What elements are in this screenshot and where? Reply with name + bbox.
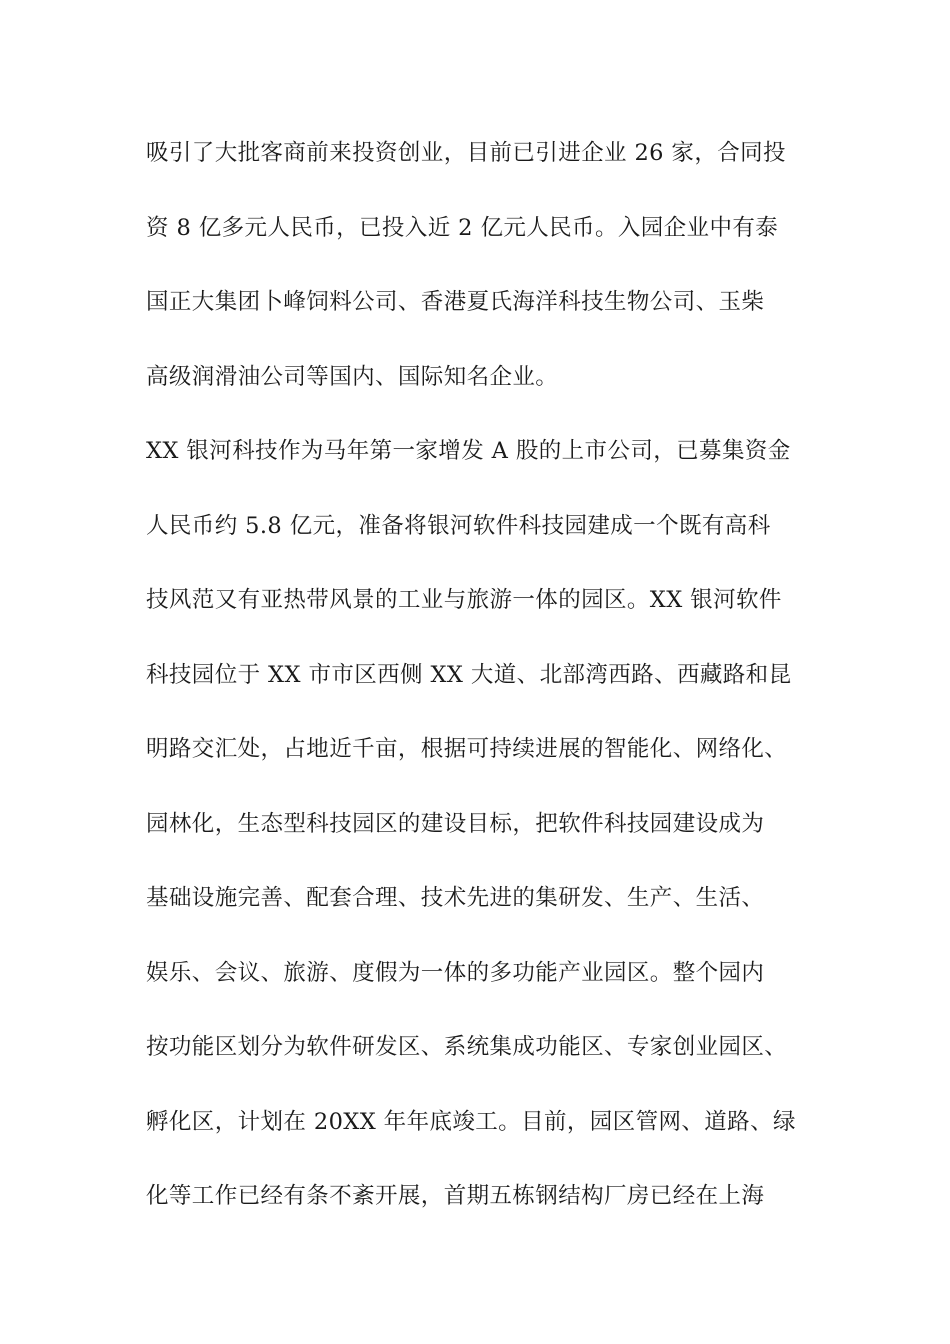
- text-line: 高级润滑油公司等国内、国际知名企业。: [146, 363, 559, 390]
- body-text: [146, 128, 866, 1246]
- text-line: 技风范又有亚热带风景的工业与旅游一体的园区。XX 银河软件: [146, 587, 782, 613]
- text-line: 资 8 亿多元人民币，已投入近 2 亿元人民币。入园企业中有泰: [146, 214, 779, 241]
- text-line: 人民币约 5.8 亿元，准备将银河软件科技园建成一个既有高科: [146, 512, 771, 539]
- text-line: 孵化区，计划在 20XX 年年底竣工。目前，园区管网、道路、绿: [146, 1108, 796, 1135]
- text-line: 娱乐、会议、旅游、度假为一体的多功能产业园区。整个园内: [146, 959, 765, 986]
- text-line: 按功能区划分为软件研发区、系统集成功能区、专家创业园区、: [146, 1034, 788, 1060]
- text-line: XX 银河科技作为马年第一家增发 A 股的上市公司，已募集资金: [146, 438, 791, 464]
- text-line: 化等工作已经有条不紊开展，首期五栋钢结构厂房已经在上海: [146, 1183, 765, 1209]
- text-line: 园林化，生态型科技园区的建设目标，把软件科技园建设成为: [146, 810, 765, 837]
- text-line: 明路交汇处，占地近千亩，根据可持续进展的智能化、网络化、: [146, 736, 788, 762]
- text-line: 国正大集团卜峰饲料公司、香港夏氏海洋科技生物公司、玉柴: [146, 289, 765, 315]
- text-line: 科技园位于 XX 市市区西侧 XX 大道、北部湾西路、西藏路和昆: [146, 661, 792, 688]
- text-line: 基础设施完善、配套合理、技术先进的集研发、生产、生活、: [146, 885, 765, 911]
- text-line: 吸引了大批客商前来投资创业，目前已引进企业 26 家，合同投: [146, 140, 786, 166]
